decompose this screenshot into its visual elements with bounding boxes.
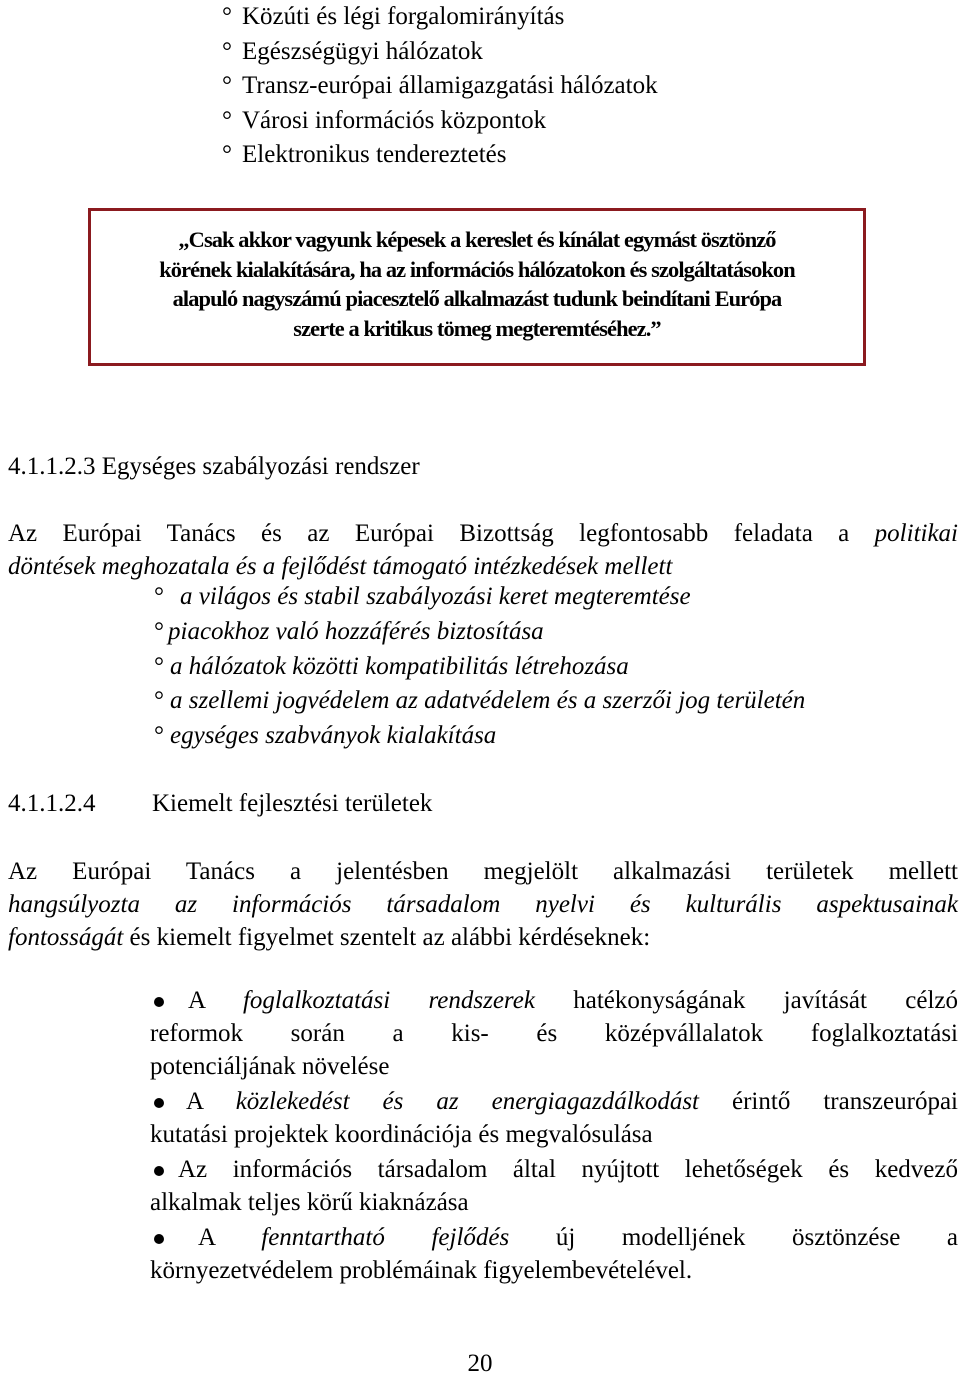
quote-box [88, 208, 866, 366]
list-item: ° a hálózatok közötti kompatibilitás létrehozása [154, 650, 805, 685]
section-title: Egységes szabályozási rendszer [101, 453, 420, 480]
section-paragraph: Az Európai Tanács és az Európai Bizottság legfontosabb feladata a politikai döntések meghozatala és a fejlődést támogató intézkedések mellett [8, 520, 958, 580]
list-item: ° egységes szabványok kialakítása [154, 719, 805, 754]
list-item: ° Városi információs központok [222, 104, 658, 139]
degree-marker: ° [154, 722, 164, 750]
bullet-item: Az információs társadalom által nyújtott lehetőségek és kedvező alkalmak teljes körű kiaknázása [150, 1156, 958, 1216]
list-item: ° piacokhoz való hozzáférés biztosítása [154, 615, 805, 650]
section-number: 4.1.1.2.4 [8, 790, 96, 817]
list-item: ° a világos és stabil szabályozási keret megteremtése [154, 580, 805, 615]
bullet-dot-icon [154, 997, 164, 1007]
list-item: ° a szellemi jogvédelem az adatvédelem és a szerzői jog területén [154, 684, 805, 719]
degree-marker: ° [154, 583, 164, 610]
degree-marker: ° [154, 687, 164, 715]
degree-marker: ° [222, 3, 232, 30]
list-item: ° Transz-európai államigazgatási hálózatok [222, 69, 658, 104]
section-number: 4.1.1.2.3 [8, 453, 96, 480]
section-heading [8, 789, 432, 819]
bullet-dot-icon [154, 1234, 164, 1244]
section-title: Kiemelt fejlesztési területek [152, 790, 433, 817]
degree-marker: ° [222, 72, 232, 99]
priority-bullet-list [150, 984, 958, 1289]
list-item: ° Elektronikus tendereztetés [222, 138, 658, 173]
top-item-list [222, 0, 658, 173]
bullet-item: A fenntartható fejlődés új modelljének ösztönzése a környezetvédelem problémáinak figyelembevételével. [150, 1224, 958, 1284]
degree-marker: ° [222, 37, 232, 65]
section-heading [8, 452, 420, 482]
section-paragraph: Az Európai Tanács a jelentésben megjelölt alkalmazási területek mellett hangsúlyozta az információs társadalom nyelvi és kulturális aspektusainak fontosságát és kiemelt figyelmet szentelt az alábbi kérdéseknek: [8, 858, 958, 951]
bullet-item: A közlekedést és az energiagazdálkodást érintő transzeurópai kutatási projektek koordinációja és megvalósulása [150, 1088, 958, 1148]
list-item: ° Egészségügyi hálózatok [222, 35, 658, 70]
page-number: 20 [467, 1350, 493, 1377]
quote-text: „Csak akkor vagyunk képesek a kereslet és kínálat egymást ösztönző körének kialakítására, ha az információs hálózatokon és szolgáltatásokon alapuló nagyszámú piacesztelő alkalmazást tudunk beindítani Európa szerte a kritikus tömeg megteremtéséhez.” [159, 227, 795, 341]
bullet-dot-icon [154, 1098, 164, 1108]
policy-item-list [154, 580, 805, 754]
degree-marker: ° [154, 652, 164, 680]
bullet-dot-icon [154, 1166, 164, 1176]
degree-marker: ° [222, 106, 232, 134]
degree-marker: ° [222, 141, 232, 168]
degree-marker: ° [154, 617, 164, 645]
list-item: ° Közúti és légi forgalomirányítás [222, 0, 658, 35]
bullet-item: A foglalkoztatási rendszerek hatékonyságának javítását célzó reformok során a kis- és középvállalatok foglalkoztatási potenciáljának növelése [150, 987, 958, 1080]
